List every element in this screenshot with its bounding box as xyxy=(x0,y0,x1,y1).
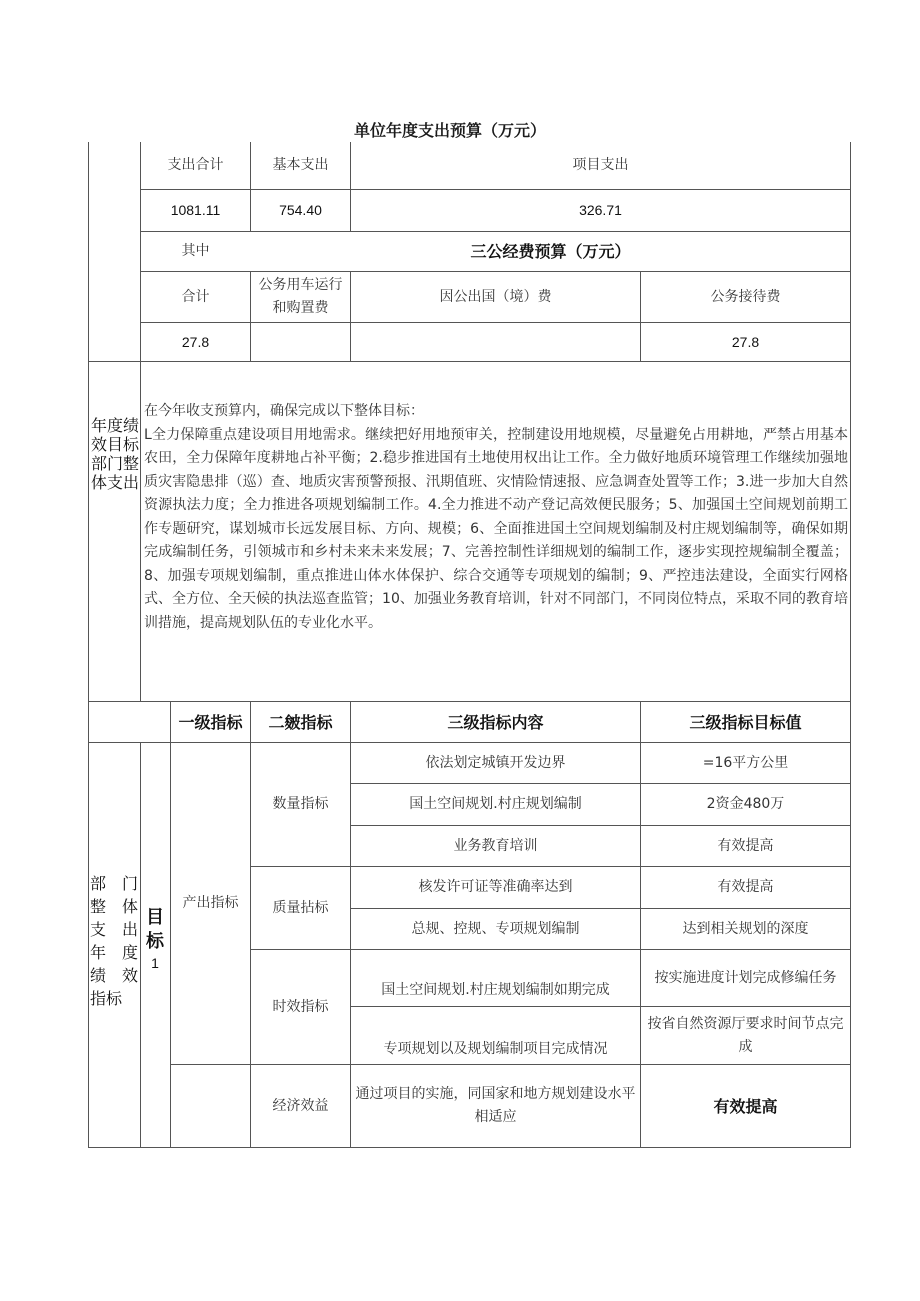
header-vehicle-fee: 公务用车运行和购置费 xyxy=(258,277,343,316)
indicator-content: 核发许可证等准确率达到 xyxy=(418,879,573,895)
dept-label-char: 支 xyxy=(90,920,107,939)
indicator-content: 国土空间规划.村庄规划编制 xyxy=(409,796,582,812)
dept-label-char: 体 xyxy=(122,897,139,916)
value-abroad-fee xyxy=(351,323,640,361)
value-total-expense: 1081.11 xyxy=(170,202,221,218)
group-quality: 质量拈标 xyxy=(272,899,329,916)
annual-goal-intro: 在今年收支预算内，确保完成以下整体目标： xyxy=(144,403,424,419)
dept-label-char: 绩 xyxy=(90,966,107,985)
annual-goal-text xyxy=(144,400,848,635)
header-level3: 三级指标内容 xyxy=(447,712,544,732)
goal-label xyxy=(140,906,170,972)
group-economic: 经济效益 xyxy=(272,1097,329,1114)
indicator-content: 依法划定城镇开发边界 xyxy=(425,754,566,771)
group-timeliness: 时效指标 xyxy=(272,998,329,1015)
dept-label-char: 出 xyxy=(122,920,139,939)
header-basic-expense: 基本支出 xyxy=(272,157,329,173)
annual-goal-label: 年度绩效目标部门整体支出 xyxy=(90,416,139,492)
dept-label-char: 度 xyxy=(122,943,139,962)
goal-label-char: 标 xyxy=(146,931,164,952)
indicator-target: 2资金480万 xyxy=(706,796,785,812)
output-indicator-label: 产出指标 xyxy=(182,895,239,911)
header-project-expense: 项目支出 xyxy=(572,157,629,173)
indicator-content: 总规、控规、专项规划编制 xyxy=(411,920,580,937)
dept-label-char: 指标 xyxy=(90,989,123,1008)
indicator-target: 有效提高 xyxy=(713,1096,778,1116)
three-public-title: 三公经费预算（万元） xyxy=(470,242,631,261)
dept-indicator-label xyxy=(90,872,142,1010)
header-three-public-total: 合计 xyxy=(181,288,210,305)
header-level2: 二皴指标 xyxy=(268,712,333,732)
indicator-target: 有效提高 xyxy=(717,879,774,895)
header-total-expense: 支出合计 xyxy=(167,157,224,173)
goal-label-char: 目 xyxy=(146,907,164,928)
indicator-target: 按省自然资源厅要求时间节点完成 xyxy=(647,1015,844,1055)
dept-label-char: 部 xyxy=(90,874,107,893)
indicator-content: 专项规划以及规划编制项目完成情况 xyxy=(383,1041,608,1057)
value-vehicle-fee xyxy=(251,323,350,361)
annual-goal-body: L全力保障重点建设项目用地需求。继续把好用地预审关，控制建设用地规模，尽量避免占用耕地，严禁占用基本农田，全力保障年度耕地占补平衡；2.稳步推进国有土地使用权出让工作。全力做好地质环境管理工作继续加强地质灾害隐患排（巡）查、地质灾害预警预报、汛期值班、灾情险情速报、应急调查处置等工作；3.进一步加大自然资源执法力度；全力推进各项规划编制工作。4.全力推进不动产登记高效便民服务；5、加强国土空间规划前期工作专题研究，谋划城市长远发展目标、方向、规模；6、全面推进国土空间规划编制及村庄规划编制等，确保如期完成编制任务，引领城市和乡村未来未来发展；7、完善控制性详细规划的编制工作，逐步实现控规编制全覆盖；8、加强专项规划编制，重点推进山体水体保护、综合交通等专项规划的编制；9、严控违法建设，全面实行网格式、全方位、全天候的执法巡查监管；10、加强业务教育培训，针对不同部门，不同岗位特点，采取不同的教育培训措施，提高规划队伍的专业化水平。 xyxy=(144,426,848,631)
header-level1: 一级指标 xyxy=(178,712,243,732)
rule xyxy=(88,1147,851,1148)
indicator-target: 有效提高 xyxy=(717,837,774,854)
rule xyxy=(850,142,851,1148)
rule xyxy=(88,142,89,1148)
indicator-content: 通过项目的实施，同国家和地方规划建设水平相适应 xyxy=(355,1086,636,1125)
dept-label-char: 效 xyxy=(122,966,139,985)
value-three-public-total: 27.8 xyxy=(181,333,210,350)
dept-label-char: 门 xyxy=(122,874,139,893)
goal-label-char: 1 xyxy=(151,955,159,971)
header-abroad-fee: 因公出国（境）费 xyxy=(439,288,552,305)
indicator-target: 按实施进度计划完成修编任务 xyxy=(654,969,837,986)
group-quantity: 数量指标 xyxy=(272,796,329,812)
indicator-content: 国土空间规划.村庄规划编制如期完成 xyxy=(381,982,610,998)
page-title: 单位年度支出预算（万元） xyxy=(353,121,546,140)
indicator-content: 业务教育培训 xyxy=(453,837,538,854)
value-project-expense: 326.71 xyxy=(579,202,622,218)
dept-label-char: 年 xyxy=(90,943,107,962)
header-target: 三级指标目标值 xyxy=(689,712,802,732)
header-reception-fee: 公务接待费 xyxy=(710,288,781,305)
value-basic-expense: 754.40 xyxy=(279,202,322,218)
label-qizhong: 其中 xyxy=(181,243,210,259)
dept-label-char: 整 xyxy=(90,897,107,916)
indicator-target: =16平方公里 xyxy=(702,754,789,771)
indicator-target: 达到相关规划的深度 xyxy=(682,920,809,937)
value-reception-fee: 27.8 xyxy=(731,333,760,350)
rule xyxy=(88,361,851,362)
